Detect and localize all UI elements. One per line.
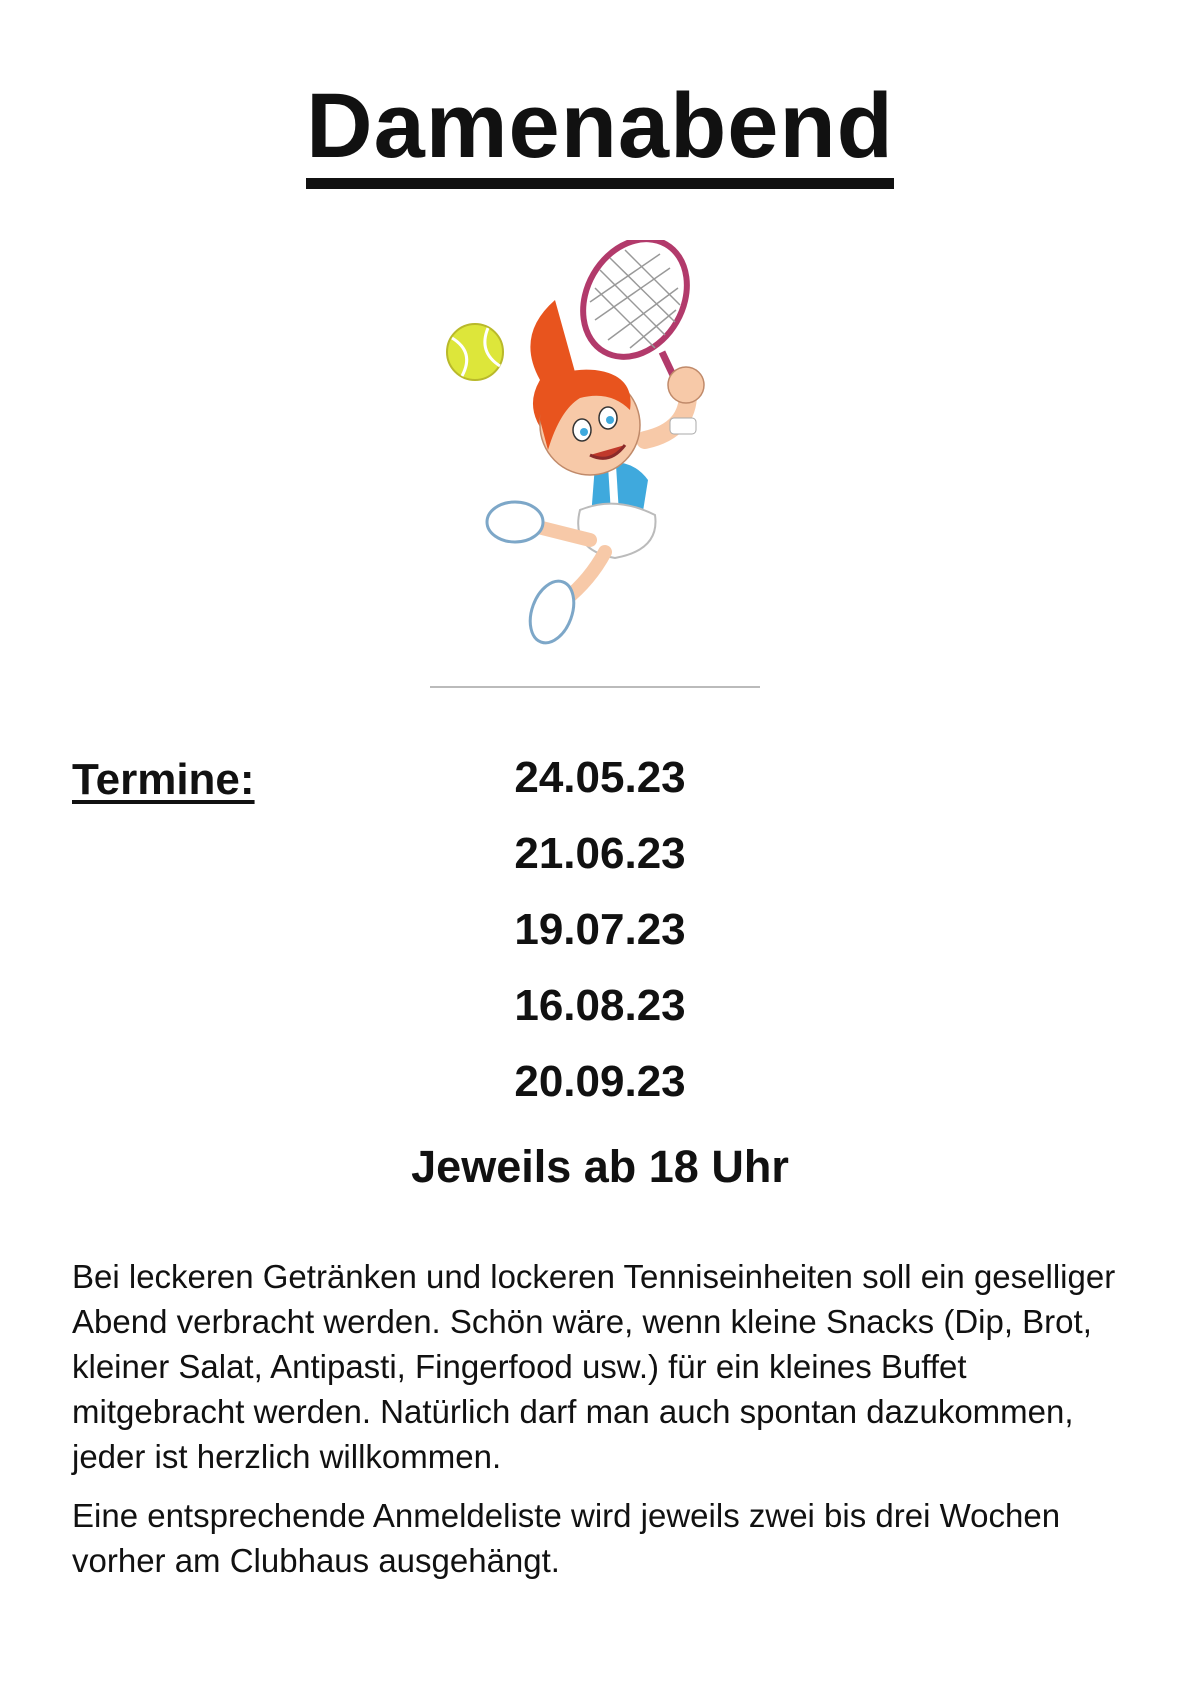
date-item: 16.08.23 [514, 981, 686, 1030]
tennis-player-girl-icon [430, 240, 770, 690]
tennis-ball-icon [447, 324, 503, 380]
start-time: Jeweils ab 18 Uhr [411, 1141, 789, 1192]
date-item: 20.09.23 [514, 1057, 686, 1106]
date-item: 19.07.23 [514, 905, 686, 954]
description-paragraph: Bei leckeren Getränken und lockeren Tenniseinheiten soll ein geselliger Abend verbracht werden. Schön wäre, wenn kleine Snacks (Dip, Brot, kleiner Salat, Antipasti, Fingerfood usw.) für ein kleines Buffet mitgebracht werden. Natürlich darf man auch spontan dazukommen, jeder ist herzlich willkommen. [72, 1258, 1116, 1475]
date-item: 24.05.23 [514, 753, 686, 802]
description-paragraph: Eine entsprechende Anmeldeliste wird jeweils zwei bis drei Wochen vorher am Clubhaus ausgehängt. [72, 1497, 1061, 1579]
description [72, 1254, 1132, 1597]
date-item: 21.06.23 [514, 829, 686, 878]
title-text: Damenabend [306, 80, 894, 189]
date-list [0, 753, 1200, 1136]
schedule-label: Termine: [72, 755, 255, 804]
page-title [0, 75, 1200, 189]
